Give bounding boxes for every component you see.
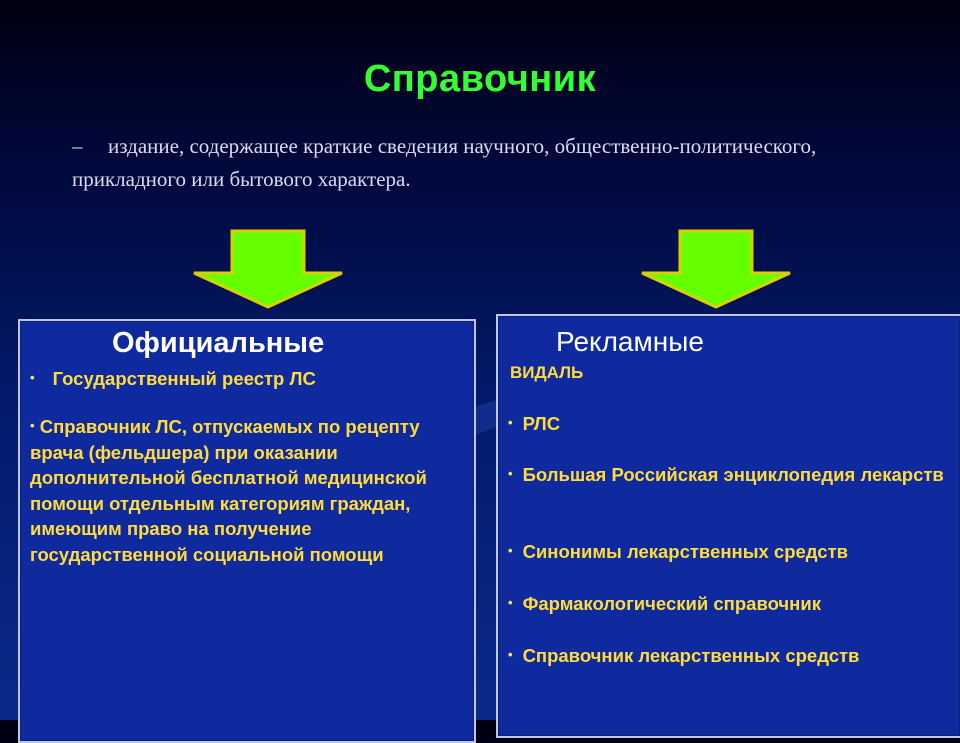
advertising-item-label: РЛС (522, 413, 561, 434)
bullet-icon: • (30, 370, 35, 385)
down-arrow-right-icon (640, 229, 792, 309)
advertising-item (508, 642, 948, 669)
definition-text (72, 130, 832, 196)
definition-body: издание, содержащее краткие сведения научного, общественно-политического, прикладного или бытового характера. (72, 134, 817, 191)
advertising-item-label: Фармакологический справочник (522, 593, 821, 614)
advertising-item-label: Большая Российская энциклопедия лекарств (522, 464, 944, 485)
official-title: Официальные (112, 327, 325, 359)
bullet-icon: • (30, 418, 35, 433)
bullet-icon: • (508, 543, 513, 558)
official-box (18, 319, 476, 743)
definition-dash: – (72, 134, 83, 158)
bullet-icon: • (508, 466, 513, 481)
official-item (30, 413, 430, 567)
advertising-box (496, 314, 960, 738)
page-title: Справочник (363, 58, 597, 100)
down-arrow-left-icon (192, 229, 344, 309)
bullet-icon: • (508, 415, 513, 430)
bullet-icon: • (508, 647, 513, 662)
advertising-item (508, 538, 948, 565)
official-item-label: Государственный реестр ЛС (52, 368, 316, 389)
advertising-item (508, 590, 948, 617)
advertising-item-label: Синонимы лекарственных средств (522, 541, 849, 562)
advertising-item (508, 461, 948, 488)
advertising-title: Рекламные (556, 326, 704, 357)
bullet-icon: • (508, 595, 513, 610)
advertising-item (508, 410, 948, 437)
advertising-subtitle: ВИДАЛЬ (510, 363, 584, 382)
advertising-item-label: Справочник лекарственных средств (522, 645, 860, 666)
official-item-label: Справочник ЛС, отпускаемых по рецепту врача (фельдшера) при оказании дополнительной бесплатной медицинской помощи отдельным категориям граждан, имеющим право на получение государственной социальной помощи (30, 416, 427, 565)
official-item (30, 365, 316, 392)
